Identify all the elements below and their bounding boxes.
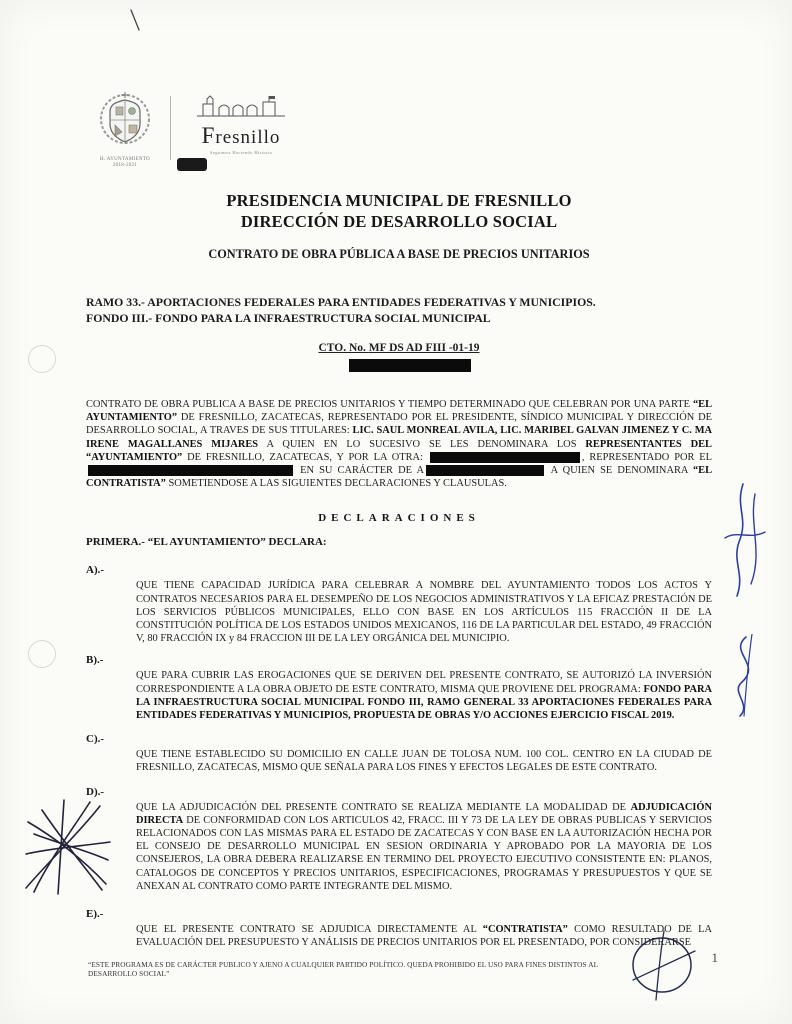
document-title: CONTRATO DE OBRA PÚBLICA A BASE DE PRECIOS UNITARIOS — [208, 247, 590, 261]
fresnillo-building-icon — [193, 92, 289, 118]
contract-number-line — [86, 342, 712, 354]
page-number: 1 — [711, 950, 718, 965]
header-logos — [90, 92, 301, 169]
clause-a-text: QUE TIENE CAPACIDAD JURÍDICA PARA CELEBRAR A NOMBRE DEL AYUNTAMIENTO TODOS LOS ACTOS Y CONTRATOS NECESARIOS PARA EL DESEMPEÑO DE LOS NEGOCIOS ADMINISTRATIVOS Y LA EFICAZ PRESTACIÓN DE LOS SERVICIOS PÚBLICOS MUNICIPALES, ELLO CON BASE EN LOS ARTÍCULOS 115 FRACCIÓN II DE LA CONSTITUCIÓN POLÍTICA DE LOS ESTADOS UNIDOS MEXICANOS, 116 DE LA PARTICULAR DEL ESTADO, 49 FRACCIÓN V, 80 FRACCIÓN IX y 84 FRACCION III DE LA LEY ORGÁNICA DEL MUNICIPIO. — [136, 580, 712, 645]
program-block — [86, 295, 712, 326]
fresnillo-wordmark: Fresnillo — [201, 123, 281, 148]
crest-caption-line1: H. AYUNTAMIENTO — [100, 157, 150, 162]
redaction-bar-inline — [88, 465, 293, 476]
pen-circle-mark — [626, 928, 700, 1004]
scan-punch-hole — [28, 345, 56, 373]
crest-caption-line2: 2018-2021 — [112, 163, 138, 168]
footer-disclaimer: “ESTE PROGRAMA ES DE CARÁCTER PUBLICO Y AJENO A CUALQUIER PARTIDO POLÍTICO. QUEDA PROHIBIDO EL USO PARA FINES DISTINTOS AL DESARROLLO SOCIAL” — [88, 960, 598, 978]
clause-b-text: QUE PARA CUBRIR LAS EROGACIONES QUE SE DERIVEN DEL PRESENTE CONTRATO, SE AUTORIZÓ LA INVERSIÓN CORRESPONDIENTE A LA OBRA OBJETO DE ESTE CONTRATO, MISMA QUE PROVIENE DEL PROGRAMA: FONDO PARA LA INFRAESTRUCTURA SOCIAL MUNICIPAL FONDO III, RAMO GENERAL 33 APORTACIONES FEDERALES PARA ENTIDADES FEDERATIVAS Y MUNICIPIOS, PROPUESTA DE OBRAS Y/O ACCIONES EJERCICIO FISCAL 2019. — [136, 670, 712, 722]
redaction-bar-contract — [349, 359, 471, 372]
pen-scribble-right-lower — [716, 634, 768, 720]
clause-c-text: QUE TIENE ESTABLECIDO SU DOMICILIO EN CALLE JUAN DE TOLOSA NUM. 100 COL. CENTRO EN LA CIUDAD DE FRESNILLO, ZACATECAS, MISMO QUE SEÑALA PARA LOS FINES Y EFECTOS LEGALES DE ESTE CONTRATO. — [136, 749, 712, 774]
clause-a — [86, 564, 712, 645]
pen-tick-mark — [128, 8, 144, 34]
municipal-crest-logo — [90, 92, 160, 169]
clause-e-label: E).- — [86, 908, 104, 921]
clause-e — [86, 908, 712, 949]
redaction-bar-inline — [430, 452, 580, 463]
fresnillo-badge — [177, 158, 207, 171]
clause-d — [86, 786, 712, 893]
clause-d-label: D).- — [86, 785, 105, 798]
clause-a-label: A).- — [86, 564, 105, 577]
clause-c — [86, 733, 712, 774]
redaction-bar-inline — [426, 465, 544, 476]
fresnillo-logo — [181, 92, 301, 155]
crest-emblem-icon — [94, 92, 156, 150]
logo-divider — [170, 96, 171, 160]
declaraciones-heading: DECLARACIONES — [318, 512, 480, 525]
clause-e-text: QUE EL PRESENTE CONTRATO SE ADJUDICA DIRECTAMENTE AL “CONTRATISTA” COMO RESULTADO DE LA EVALUACIÓN DEL PRESUPUESTO Y ANÁLISIS DE PRECIOS UNITARIOS POR EL PRESENTADO, POR CONSIDERARSE — [136, 924, 713, 949]
scan-punch-hole — [28, 640, 56, 668]
ramo-line: RAMO 33.- APORTACIONES FEDERALES PARA ENTIDADES FEDERATIVAS Y MUNICIPIOS. — [86, 295, 596, 309]
contract-number-label: CTO. No. — [318, 342, 366, 354]
crest-caption — [90, 157, 160, 169]
org-title-line1: PRESIDENCIA MUNICIPAL DE FRESNILLO — [226, 191, 572, 210]
clause-b-label: B).- — [86, 654, 104, 667]
document-body — [86, 190, 712, 949]
pen-scribble-left-margin — [20, 798, 116, 898]
clause-c-label: C).- — [86, 733, 105, 746]
pen-scribble-right-upper — [713, 480, 777, 602]
fondo-line: FONDO III.- FONDO PARA LA INFRAESTRUCTURA SOCIAL MUNICIPAL — [86, 310, 491, 325]
contract-number-value: MF DS AD FIII -01-19 — [368, 342, 480, 354]
fresnillo-tagline: Seguimos Haciendo Historia — [209, 150, 273, 155]
primera-heading: PRIMERA.- “EL AYUNTAMIENTO” DECLARA: — [86, 536, 327, 549]
intro-paragraph: CONTRATO DE OBRA PUBLICA A BASE DE PRECIOS UNITARIOS Y TIEMPO DETERMINADO QUE CELEBRAN POR UNA PARTE “EL AYUNTAMIENTO” DE FRESNILLO, ZACATECAS, REPRESENTADO POR EL PRESIDENTE, SÍNDICO MUNICIPAL Y DIRECCIÓN DE DESARROLLO SOCIAL, A TRAVES DE SUS TITULARES: LIC. SAUL MONREAL AVILA, LIC. MARIBEL GALVAN JIMENEZ Y C. MA IRENE MAGALLANES MIJARES A QUIEN EN LO SUCESIVO SE LES DENOMINARA LOS REPRESENTANTES DEL “AYUNTAMIENTO” DE FRESNILLO, ZACATECAS, Y POR LA OTRA: , REPRESENTADO POR EL EN SU CARÁCTER DE A A QUIEN SE DENOMINARA “EL CONTRATISTA” SOMETIENDOSE A LAS SIGUIENTES DECLARACIONES Y CLAUSULAS. — [86, 399, 713, 490]
clause-b — [86, 654, 712, 722]
org-title-line2: DIRECCIÓN DE DESARROLLO SOCIAL — [240, 212, 558, 231]
clause-d-text: QUE LA ADJUDICACIÓN DEL PRESENTE CONTRATO SE REALIZA MEDIANTE LA MODALIDAD DE ADJUDICACIÓN DIRECTA DE CONFORMIDAD CON LOS ARTICULOS 42, FRACC. III Y 73 DE LA LEY DE OBRAS PUBLICAS Y SERVICIOS RELACIONADOS CON LAS MISMAS PARA EL ESTADO DE ZACATECAS Y CON BASE EN LA AUTORIZACIÓN HECHA POR EL CONSEJO DE DESARROLLO MUNICIPAL EN SESION ORDINARIA Y APROBADO POR LA MAYORIA DE LOS CONSEJEROS, LA OBRA DEBERA REALIZARSE EN TERMINO DEL PROYECTO EJECUTIVO CONSISTENTE EN: PLANOS, CATALOGOS DE CONCEPTOS Y PRECIOS UNITARIOS, ESPECIFICACIONES, PROGRAMAS Y PRESUPUESTOS Y QUE SE ANEXAN AL CONTRATO COMO PARTE INTEGRANTE DEL MISMO. — [136, 801, 712, 892]
